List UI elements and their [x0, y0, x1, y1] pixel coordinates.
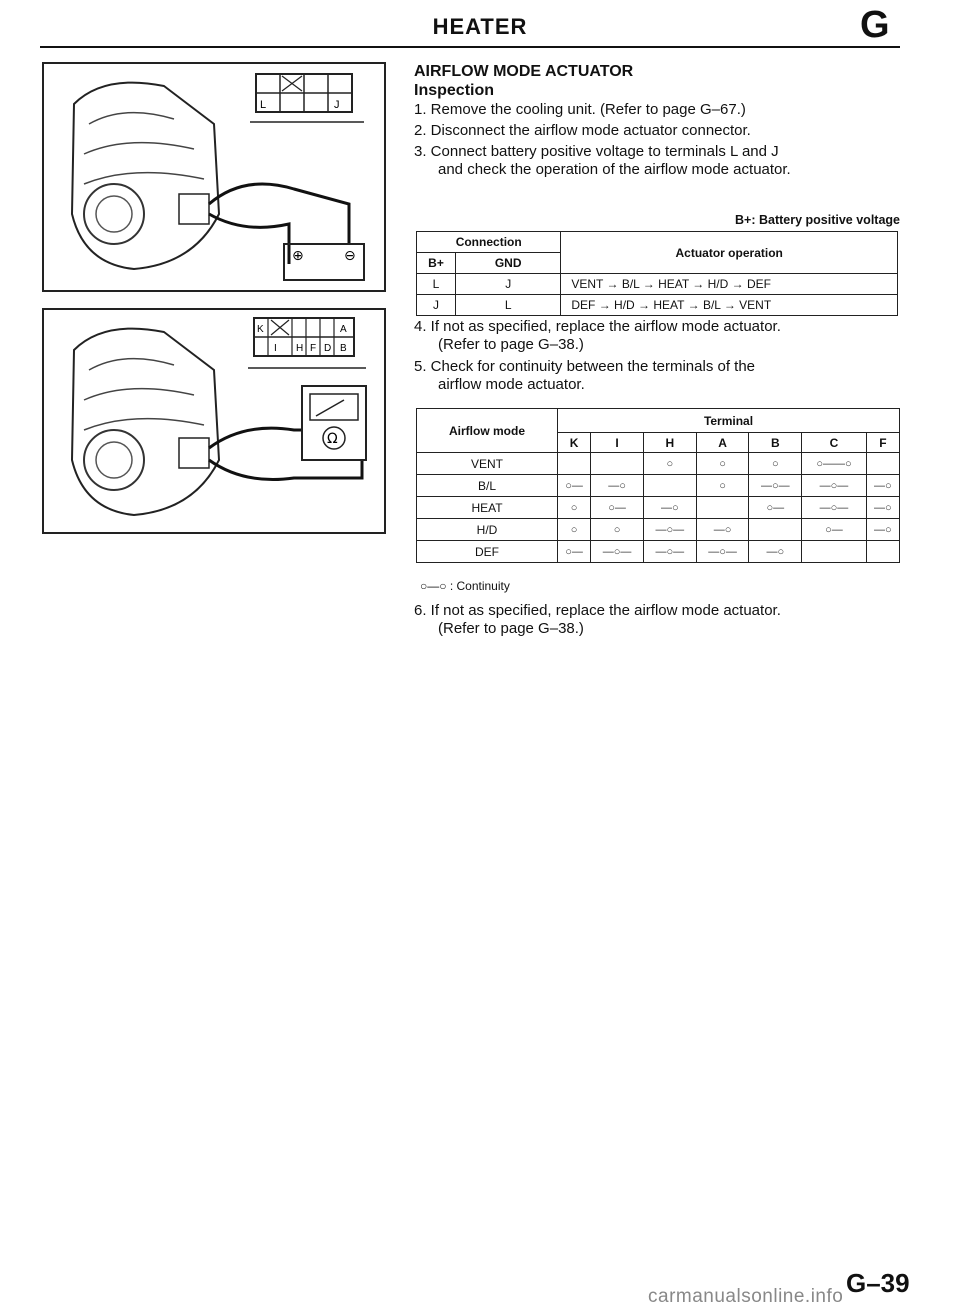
- continuity-cell: ○—: [802, 519, 867, 541]
- fig2-terminal-a: A: [340, 324, 347, 335]
- airflow-mode-cell: VENT: [417, 453, 558, 475]
- step-5-line-1: 5. Check for continuity between the terminals of the: [414, 358, 756, 375]
- site-watermark: carmanualsonline.info: [648, 1286, 844, 1307]
- gnd-cell: J: [456, 274, 561, 295]
- table-row: [417, 519, 900, 541]
- step-4-line-1: 4. If not as specified, replace the airflow mode actuator.: [414, 318, 781, 335]
- continuity-cell: [866, 453, 899, 475]
- continuity-cell: [696, 497, 749, 519]
- connection-table: [416, 231, 898, 316]
- continuity-cell: ○—: [558, 475, 591, 497]
- page-header-title: HEATER: [432, 14, 528, 39]
- step-4-line-2: (Refer to page G–38.): [438, 336, 584, 353]
- continuity-cell: ○: [749, 453, 802, 475]
- bplus-cell: L: [417, 274, 456, 295]
- page-number: G–39: [846, 1268, 910, 1298]
- section-subtitle: Inspection: [414, 82, 495, 99]
- continuity-cell: ○—: [558, 541, 591, 563]
- actuator-battery-illustration: [44, 64, 384, 290]
- table-row: [417, 274, 898, 295]
- battery-minus-icon: ⊖: [344, 248, 356, 264]
- continuity-cell: —○—: [802, 475, 867, 497]
- continuity-cell: —○—: [802, 497, 867, 519]
- fig2-terminal-f: F: [310, 343, 317, 354]
- continuity-cell: ○: [558, 497, 591, 519]
- step-6-line-1: 6. If not as specified, replace the airflow mode actuator.: [414, 602, 781, 619]
- operation-cell: VENT → B/L → HEAT → H/D → DEF: [561, 274, 898, 295]
- ohm-icon: Ω: [327, 431, 338, 447]
- continuity-cell: [866, 541, 899, 563]
- step-4: [414, 318, 904, 354]
- continuity-cell: —○: [643, 497, 696, 519]
- terminal-col-header: C: [802, 433, 867, 453]
- table-row: [417, 453, 900, 475]
- continuity-cell: ○: [591, 519, 644, 541]
- continuity-cell: —○—: [643, 519, 696, 541]
- step-6-line-2: (Refer to page G–38.): [438, 620, 584, 637]
- header-rule: [40, 46, 900, 48]
- fig2-terminal-k: K: [257, 324, 264, 335]
- operation-header: Actuator operation: [561, 232, 898, 274]
- airflow-mode-cell: H/D: [417, 519, 558, 541]
- terminal-col-header: F: [866, 433, 899, 453]
- section-title: AIRFLOW MODE ACTUATOR: [414, 63, 634, 80]
- continuity-cell: ○: [643, 453, 696, 475]
- actuator-ohmmeter-figure: [42, 308, 386, 534]
- terminal-col-header: A: [696, 433, 749, 453]
- continuity-cell: —○—: [749, 475, 802, 497]
- battery-note: B+: Battery positive voltage: [735, 213, 900, 227]
- continuity-cell: —○—: [696, 541, 749, 563]
- continuity-cell: —○: [866, 497, 899, 519]
- bplus-cell: J: [417, 295, 456, 316]
- fig2-terminal-i: I: [274, 343, 277, 354]
- airflow-mode-cell: DEF: [417, 541, 558, 563]
- continuity-cell: [749, 519, 802, 541]
- continuity-table: [416, 408, 900, 563]
- step-2: 2. Disconnect the airflow mode actuator connector.: [414, 122, 751, 139]
- step-5: [414, 358, 904, 394]
- fig1-terminal-j: J: [334, 99, 340, 111]
- bplus-header: B+: [417, 253, 456, 274]
- table-row: [417, 295, 898, 316]
- continuity-cell: [591, 453, 644, 475]
- airflow-mode-header: Airflow mode: [417, 409, 558, 453]
- step-3: [414, 143, 904, 179]
- terminal-col-header: H: [643, 433, 696, 453]
- continuity-legend: ○—○ : Continuity: [420, 579, 510, 593]
- step-3-line-2: and check the operation of the airflow mode actuator.: [438, 161, 791, 178]
- continuity-cell: ○—: [591, 497, 644, 519]
- gnd-header: GND: [456, 253, 561, 274]
- actuator-battery-figure: [42, 62, 386, 292]
- step-1: 1. Remove the cooling unit. (Refer to page G–67.): [414, 101, 746, 118]
- section-letter: G: [860, 4, 890, 46]
- actuator-ohmmeter-illustration: [44, 310, 384, 532]
- table-row: [417, 475, 900, 497]
- continuity-cell: [802, 541, 867, 563]
- continuity-cell: —○: [696, 519, 749, 541]
- operation-cell: DEF → H/D → HEAT → B/L → VENT: [561, 295, 898, 316]
- terminal-header: Terminal: [558, 409, 900, 433]
- table-row: [417, 541, 900, 563]
- fig2-terminal-b: B: [340, 343, 347, 354]
- continuity-cell: [643, 475, 696, 497]
- airflow-mode-cell: B/L: [417, 475, 558, 497]
- fig2-terminal-d: D: [324, 343, 332, 354]
- continuity-cell: —○: [866, 475, 899, 497]
- connection-header: Connection: [417, 232, 561, 253]
- terminal-col-header: I: [591, 433, 644, 453]
- step-3-line-1: 3. Connect battery positive voltage to terminals L and J: [414, 143, 779, 160]
- continuity-cell: —○: [749, 541, 802, 563]
- continuity-cell: —○—: [591, 541, 644, 563]
- continuity-cell: ○—: [749, 497, 802, 519]
- gnd-cell: L: [456, 295, 561, 316]
- fig2-terminal-h: H: [296, 343, 304, 354]
- continuity-cell: —○—: [643, 541, 696, 563]
- airflow-mode-cell: HEAT: [417, 497, 558, 519]
- continuity-cell: ○——○: [802, 453, 867, 475]
- step-5-line-2: airflow mode actuator.: [438, 376, 585, 393]
- step-6: [414, 602, 904, 638]
- terminal-col-header: B: [749, 433, 802, 453]
- fig1-terminal-l: L: [260, 99, 267, 111]
- continuity-cell: —○: [866, 519, 899, 541]
- battery-plus-icon: ⊕: [292, 248, 304, 264]
- terminal-col-header: K: [558, 433, 591, 453]
- continuity-cell: ○: [696, 453, 749, 475]
- continuity-cell: [558, 453, 591, 475]
- continuity-cell: ○: [696, 475, 749, 497]
- continuity-cell: ○: [558, 519, 591, 541]
- table-row: [417, 497, 900, 519]
- continuity-cell: —○: [591, 475, 644, 497]
